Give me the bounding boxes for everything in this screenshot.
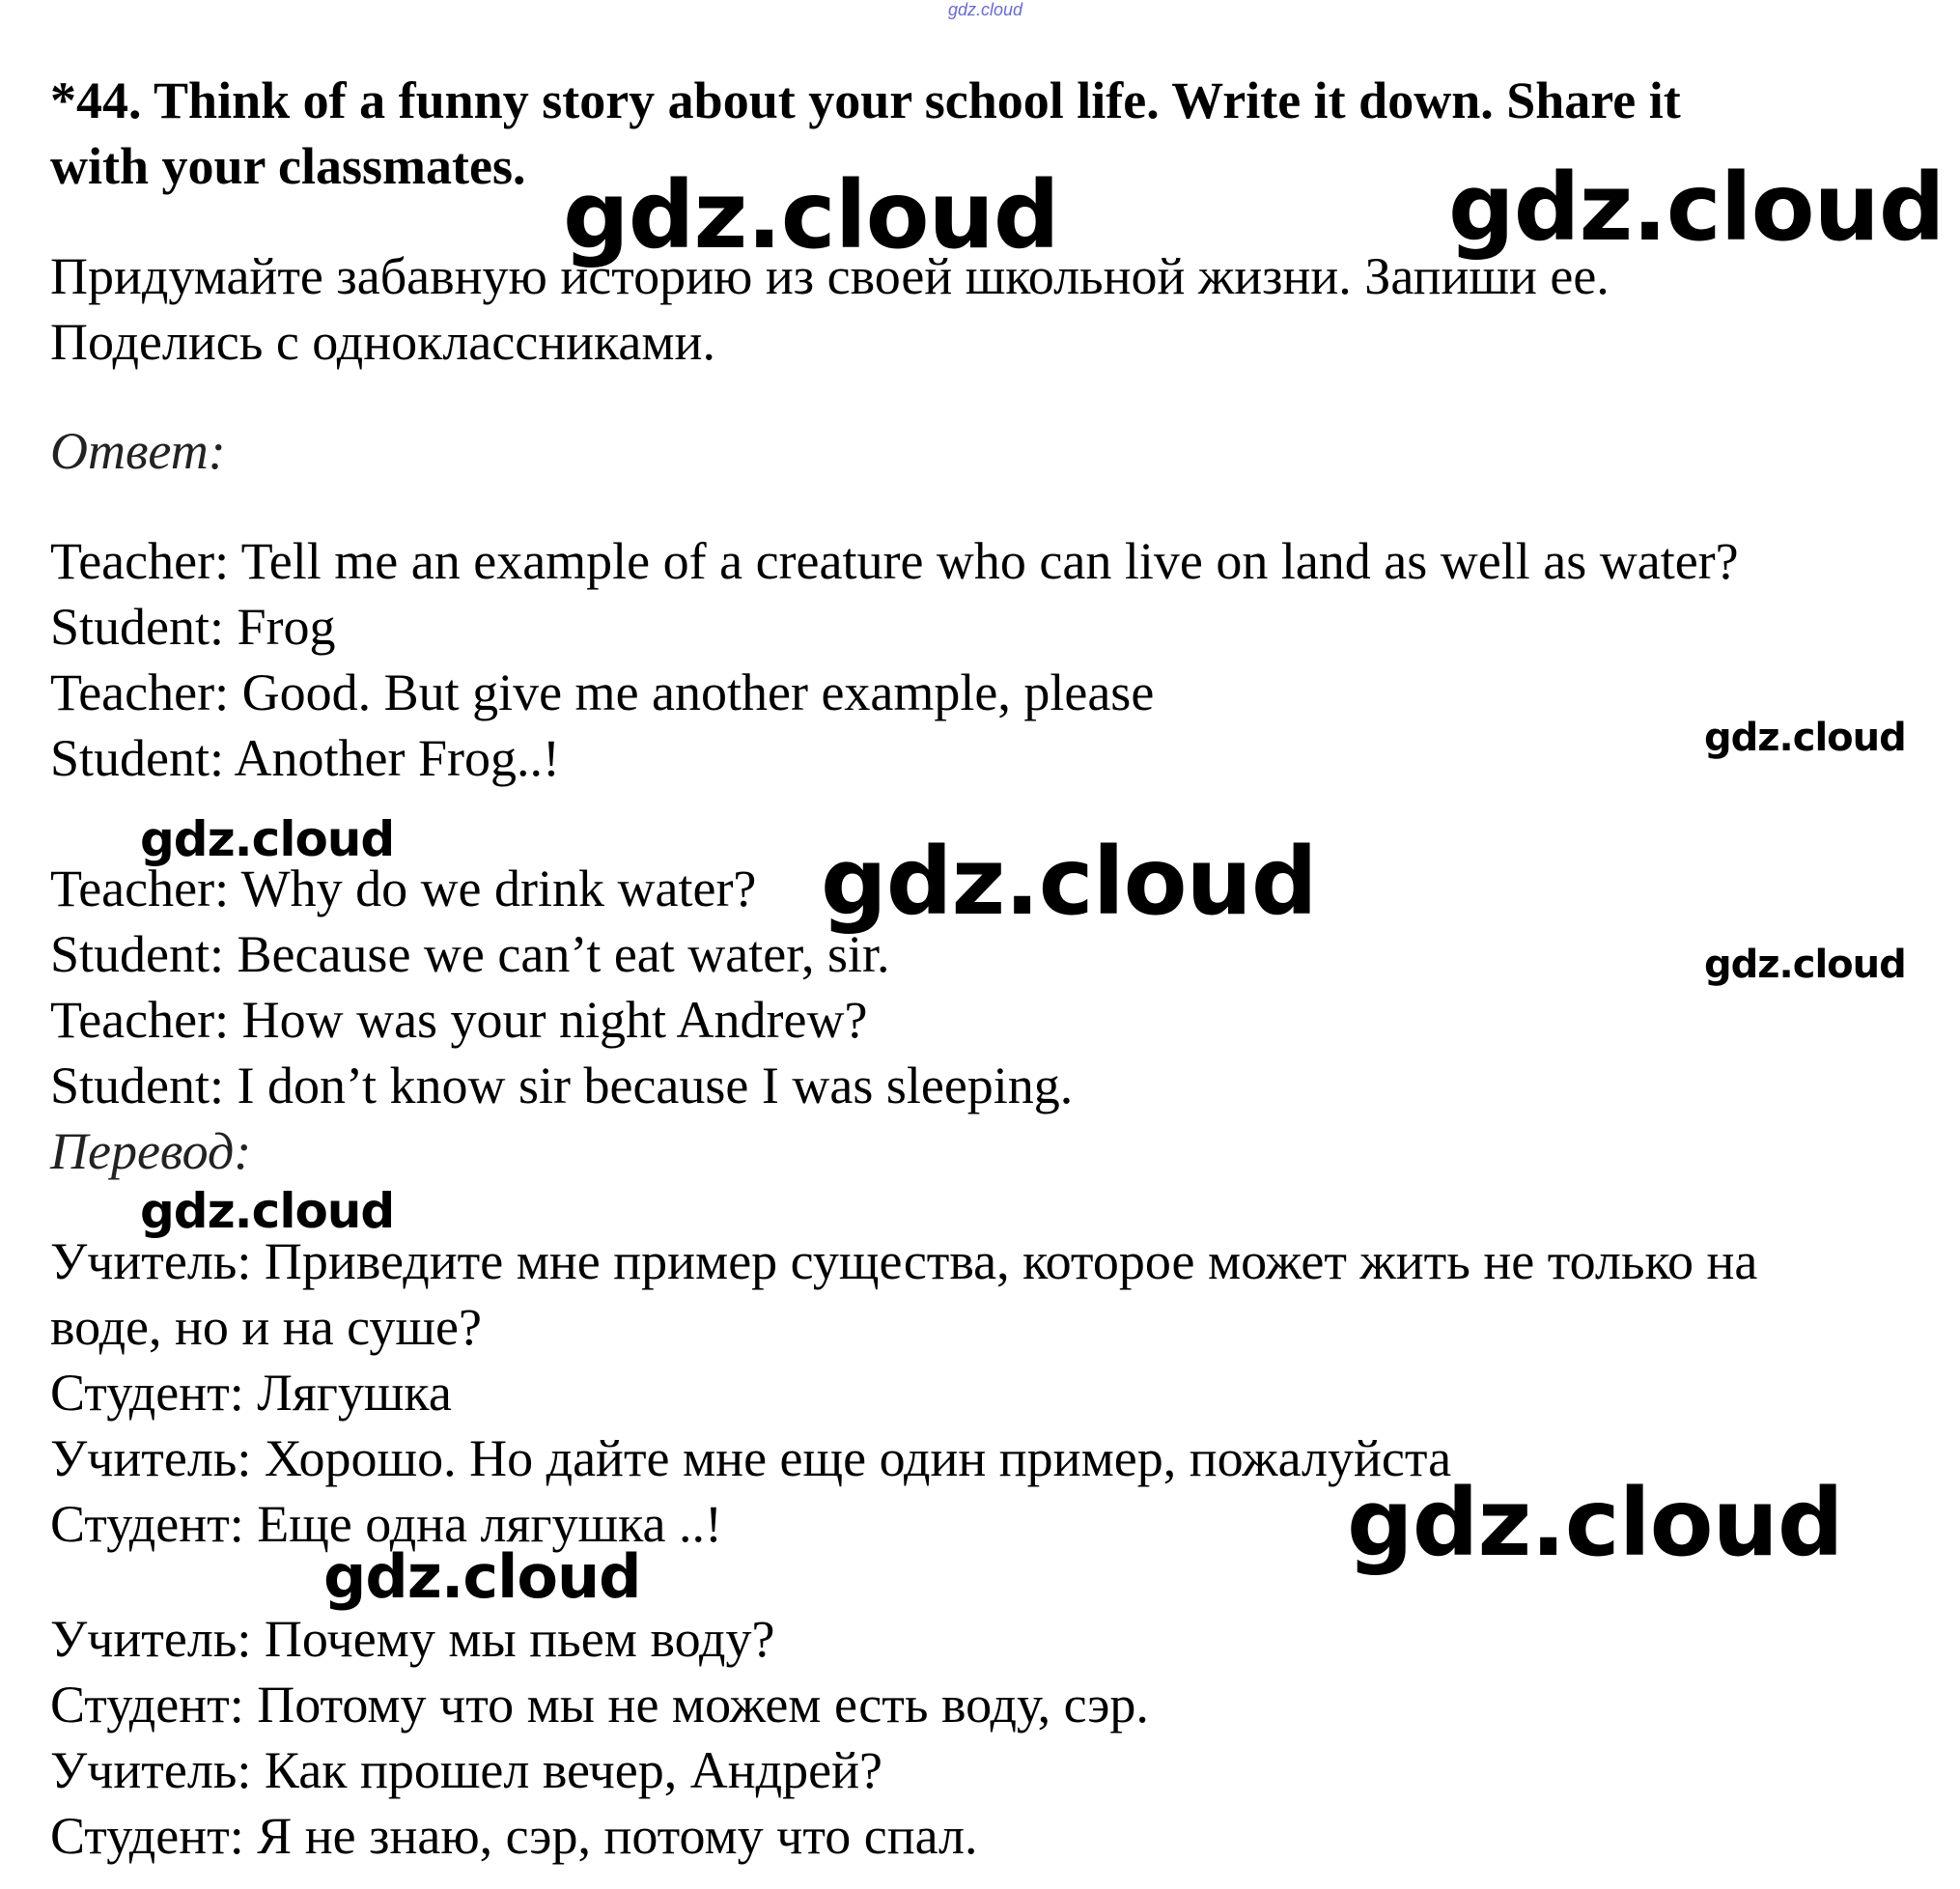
task-title-line-1: *44. Think of a funny story about your school life. Write it down. Share it xyxy=(50,71,1681,129)
task-translation-line-2: Поделись с одноклассниками. xyxy=(50,313,715,371)
task-translation-line-1: Придумайте забавную историю из своей школьной жизни. Запиши ее. xyxy=(50,247,1610,305)
answer-line: Student: I don’t know sir because I was sleeping. xyxy=(50,1057,1074,1114)
translation-line: Учитель: Как прошел вечер, Андрей? xyxy=(50,1741,882,1799)
watermark: gdz.cloud xyxy=(140,1183,395,1239)
translation-line: Учитель: Хорошо. Но дайте мне еще один пример, пожалуйста xyxy=(50,1429,1452,1487)
answer-line: Student: Frog xyxy=(50,598,336,656)
watermark: gdz.cloud xyxy=(563,161,1059,269)
translation-line: Учитель: Почему мы пьем воду? xyxy=(50,1610,775,1668)
answer-line: Teacher: Good. But give me another example, please xyxy=(50,663,1155,721)
watermark: gdz.cloud xyxy=(1448,154,1945,262)
translation-line: Студент: Лягушка xyxy=(50,1364,452,1422)
task-title-line-2: with your classmates. xyxy=(50,137,526,195)
watermark: gdz.cloud xyxy=(323,1541,641,1612)
answer-line: Teacher: Why do we drink water? xyxy=(50,860,757,917)
watermark: gdz.cloud xyxy=(1704,716,1906,760)
translation-line: Студент: Еще одна лягушка ..! xyxy=(50,1495,722,1553)
translation-line: воде, но и на суше? xyxy=(50,1298,482,1356)
answer-line: Student: Another Frog..! xyxy=(50,729,560,787)
translation-line: Учитель: Приведите мне пример существа, которое может жить не только на xyxy=(50,1232,1758,1290)
watermark: gdz.cloud xyxy=(821,828,1317,936)
translation-line: Студент: Я не знаю, сэр, потому что спал. xyxy=(50,1807,978,1865)
answer-line: Teacher: How was your night Andrew? xyxy=(50,991,868,1049)
watermark: gdz.cloud xyxy=(1704,943,1906,987)
answer-label: Ответ: xyxy=(50,422,226,480)
watermark: gdz.cloud xyxy=(140,811,395,867)
answer-line: Teacher: Tell me an example of a creature who can live on land as well as water? xyxy=(50,532,1739,590)
watermark: gdz.cloud xyxy=(1347,1469,1843,1577)
answer-line: Student: Because we can’t eat water, sir. xyxy=(50,925,890,983)
translation-line: Студент: Потому что мы не можем есть воду, сэр. xyxy=(50,1676,1149,1734)
translation-label: Перевод: xyxy=(50,1122,252,1180)
top-watermark: gdz.cloud xyxy=(948,0,1023,19)
